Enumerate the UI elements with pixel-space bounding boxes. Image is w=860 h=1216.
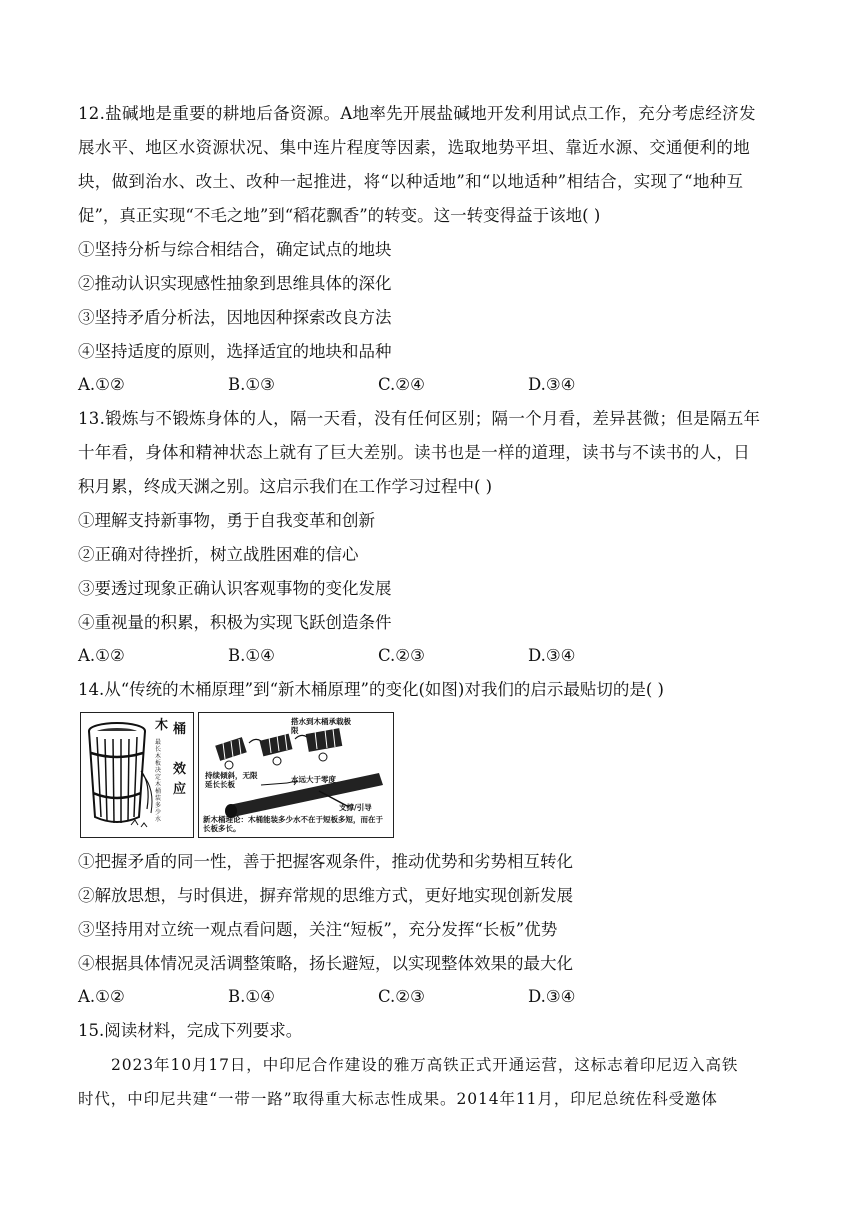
q12-option-b[interactable]: B.①③ (228, 375, 275, 394)
bucket-effect-char-3: 效 (173, 762, 187, 777)
q13-option-d[interactable]: D.③④ (528, 646, 576, 665)
label-extend-long-board: 持续倾斜，无限延长长板 (205, 771, 258, 789)
bucket-effect-note: 最长木板决定木桶装多少水 (155, 739, 162, 823)
q12-stem-line-1: 12.盐碱地是重要的耕地后备资源。A地率先开展盐碱地开发利用试点工作，充分考虑经济发 (78, 104, 756, 123)
label-water-greater: 水远大于零度 (291, 775, 336, 784)
q14-option-a[interactable]: A.①② (78, 987, 125, 1006)
q13-option-b[interactable]: B.①④ (228, 646, 275, 665)
q13-stem-line-1: 13.锻炼与不锻炼身体的人，隔一天看，没有任何区别；隔一个月看，差异甚微；但是隔五年 (78, 409, 761, 428)
label-water-limit: 搭水到木桶承载极限 (291, 717, 351, 735)
q13-stem-line-3: 积月累，终成天渊之别。这启示我们在工作学习过程中( ) (78, 477, 493, 496)
new-bucket-panel (198, 712, 394, 838)
q15-stem: 15.阅读材料，完成下列要求。 (78, 1021, 303, 1040)
q14-item-4: ④根据具体情况灵活调整策略，扬长避短，以实现整体效果的最大化 (78, 954, 573, 973)
q13-item-2: ②正确对待挫折，树立战胜困难的信心 (78, 545, 359, 564)
q14-item-3: ③坚持用对立统一观点看问题，关注“短板”，充分发挥“长板”优势 (78, 920, 558, 939)
q12-item-3: ③坚持矛盾分析法，因地因种探索改良方法 (78, 308, 392, 327)
q14-item-2: ②解放思想，与时俱进，摒弃常规的思维方式，更好地实现创新发展 (78, 886, 573, 905)
q12-stem-line-3: 块，做到治水、改土、改种一起推进，将“以种适地”和“以地适种”相结合，实现了“地种互 (78, 172, 744, 191)
q12-option-d[interactable]: D.③④ (528, 375, 576, 394)
q14-option-c[interactable]: C.②③ (378, 987, 425, 1006)
q12-stem-line-2: 展水平、地区水资源状况、集中连片程度等因素，选取地势平坦、靠近水源、交通便利的地 (78, 138, 750, 157)
q12-item-1: ①坚持分析与综合相结合，确定试点的地块 (78, 240, 392, 259)
wooden-bucket-figure (80, 712, 394, 838)
q13-item-1: ①理解支持新事物，勇于自我变革和创新 (78, 511, 375, 530)
q12-item-4: ④坚持适度的原则，选择适宜的地块和品种 (78, 342, 392, 361)
traditional-bucket-panel (80, 712, 194, 838)
q12-stem-line-4: 促”，真正实现“不毛之地”到“稻花飘香”的转变。这一转变得益于该地( ) (78, 206, 601, 225)
q13-stem-line-2: 十年看，身体和精神状态上就有了巨大差别。读书也是一样的道理，读书与不读书的人，日 (78, 443, 750, 462)
label-new-theory: 新木桶理论：木桶能装多少水不在于短板多短，而在于长板多长。 (203, 815, 383, 833)
q13-option-c[interactable]: C.②③ (378, 646, 425, 665)
q13-options (78, 646, 778, 668)
q14-item-1: ①把握矛盾的同一性，善于把握客观条件，推动优势和劣势相互转化 (78, 852, 573, 871)
bucket-effect-char-2: 桶 (173, 722, 187, 737)
q14-option-b[interactable]: B.①④ (228, 987, 275, 1006)
q12-options (78, 375, 778, 397)
q13-item-3: ③要透过现象正确认识客观事物的变化发展 (78, 579, 392, 598)
q15-material-line-2: 时代，中印尼共建“一带一路”取得重大标志性成果。2014年11月，印尼总统佐科受邀体 (78, 1090, 718, 1108)
q13-item-4: ④重视量的积累，积极为实现飞跃创造条件 (78, 613, 392, 632)
label-support: 支撑/引导 (339, 803, 372, 812)
q14-option-d[interactable]: D.③④ (528, 987, 576, 1006)
q13-option-a[interactable]: A.①② (78, 646, 125, 665)
q12-option-c[interactable]: C.②④ (378, 375, 425, 394)
q12-item-2: ②推动认识实现感性抽象到思维具体的深化 (78, 274, 392, 293)
q14-stem: 14.从“传统的木桶原理”到“新木桶原理”的变化(如图)对我们的启示最贴切的是( ) (78, 680, 664, 699)
q12-option-a[interactable]: A.①② (78, 375, 125, 394)
q14-options (78, 987, 778, 1009)
q15-material-line-1: 2023年10月17日，中印尼合作建设的雅万高铁正式开通运营，这标志着印尼迈入高铁 (111, 1056, 739, 1074)
bucket-effect-char-4: 应 (173, 782, 187, 797)
bucket-effect-char-1: 木 (155, 718, 169, 733)
